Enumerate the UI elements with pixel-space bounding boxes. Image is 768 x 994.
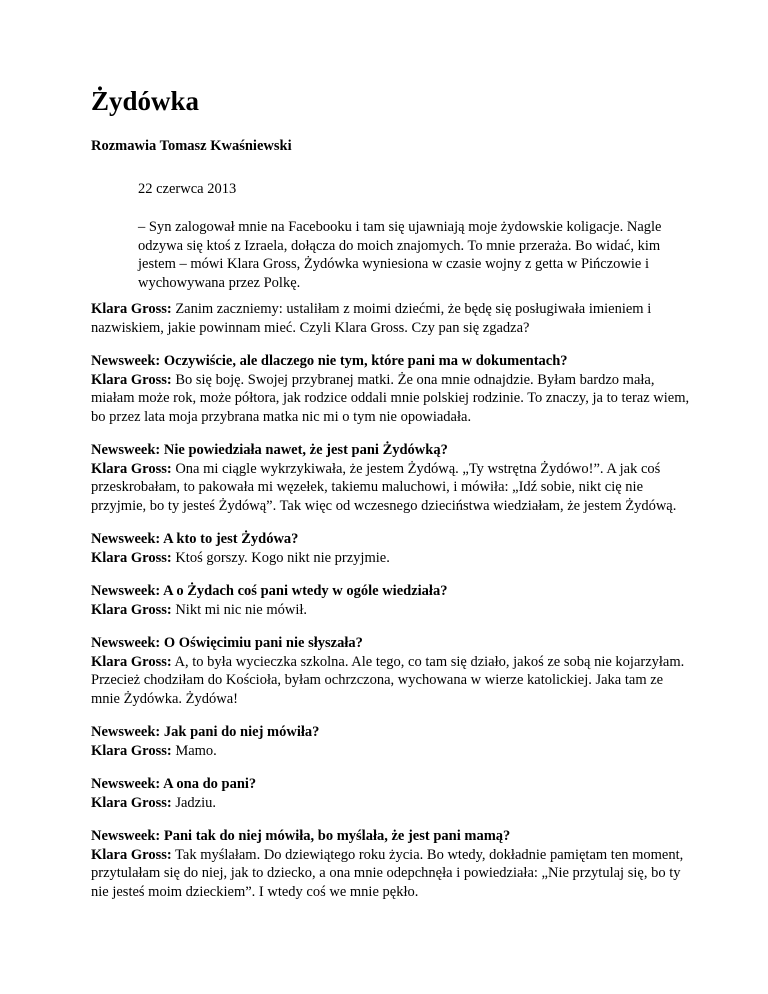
answer-text: Zanim zaczniemy: ustaliłam z moimi dziećmi, że będę się posługiwała imieniem i nazwiskiem, jakie powinnam mieć. Czyli Klara Gross. Czy pan się zgadza? (91, 301, 652, 336)
question-text: Newsweek: A ona do pani? (91, 776, 257, 792)
qa-block (91, 582, 691, 619)
speaker-label: Klara Gross: (91, 794, 172, 811)
qa-block (91, 775, 691, 812)
publication-date: 22 czerwca 2013 (138, 181, 237, 197)
qa-block (91, 723, 691, 760)
answer-text: Ona mi ciągle wykrzykiwała, że jestem Żydówą. „Ty wstrętna Żydówo!”. A jak coś przeskrobałam, to pakowała mi węzełek, takiemu maluchowi, i mówiła: „Idź sobie, nikt cię nie przyjmie, bo ty jesteś Żydówą”. Tak więc od wczesnego dzieciństwa wiedziałam, że jestem Żydówą. (91, 460, 677, 514)
answer-text: Nikt mi nic nie mówił. (171, 601, 308, 618)
question-text: Newsweek: A o Żydach coś pani wtedy w ogóle wiedziała? (91, 583, 448, 599)
answer-text: Tak myślałam. Do dziewiątego roku życia. Bo wtedy, dokładnie pamiętam ten moment, przytulałam się do niej, jak to dziecko, a ona mnie odepchnęła i powiedziała: „Nie przytulaj się, bo ty nie jesteś moim dzieckiem”. I wtedy coś we mnie pękło. (91, 846, 684, 900)
speaker-label: Klara Gross: (91, 653, 172, 670)
speaker-label: Klara Gross: (91, 549, 172, 566)
answer-text: Ktoś gorszy. Kogo nikt nie przyjmie. (171, 549, 390, 566)
answer-text: Bo się boję. Swojej przybranej matki. Że ona mnie odnajdzie. Byłam bardzo mała, miałam może rok, może półtora, jak rodzice oddali mnie polskiej rodzinie. To znaczy, ja to teraz wiem, bo przez lata moja przybrana matka nic mi o tym nie opowiadała. (91, 371, 690, 425)
question-text: Newsweek: Oczywiście, ale dlaczego nie tym, które pani ma w dokumentach? (91, 353, 568, 369)
speaker-label: Klara Gross: (91, 846, 172, 863)
speaker-label: Klara Gross: (91, 371, 172, 388)
answer-text: Jadziu. (171, 794, 216, 811)
speaker-label: Klara Gross: (91, 742, 172, 759)
lead-paragraph: – Syn zalogował mnie na Facebooku i tam się ujawniają moje żydowskie koligacje. Nagle odzywa się ktoś z Izraela, dołącza do moich znajomych. To mnie przeraża. Bo widać, kim jestem – mówi Klara Gross, Żydówka wyniesiona w czasie wojny z getta w Pińczowie i wychowywana przez Polkę. (138, 219, 662, 291)
question-text: Newsweek: O Oświęcimiu pani nie słyszała? (91, 635, 363, 651)
question-text: Newsweek: A kto to jest Żydówa? (91, 531, 299, 547)
interview-body (91, 300, 691, 916)
question-text: Newsweek: Nie powiedziała nawet, że jest pani Żydówką? (91, 442, 448, 458)
qa-block (91, 530, 691, 567)
speaker-label: Klara Gross: (91, 460, 172, 477)
question-text: Newsweek: Pani tak do niej mówiła, bo myślała, że jest pani mamą? (91, 828, 511, 844)
qa-block (91, 827, 691, 901)
article-title: Żydówka (91, 86, 200, 116)
qa-block (91, 634, 691, 708)
answer-text: A, to była wycieczka szkolna. Ale tego, co tam się działo, jakoś ze sobą nie kojarzyłam. Przecież chodziłam do Kościoła, byłam ochrzczona, wychowana w wierze katolickiej. Jaka tam ze mnie Żydówka. Żydówa! (91, 653, 685, 707)
qa-block (91, 352, 691, 426)
speaker-label: Klara Gross: (91, 301, 172, 317)
intro-paragraph (91, 300, 691, 337)
question-text: Newsweek: Jak pani do niej mówiła? (91, 724, 320, 740)
speaker-label: Klara Gross: (91, 601, 172, 618)
byline: Rozmawia Tomasz Kwaśniewski (91, 138, 292, 154)
answer-text: Mamo. (171, 742, 217, 759)
qa-block (91, 441, 691, 515)
